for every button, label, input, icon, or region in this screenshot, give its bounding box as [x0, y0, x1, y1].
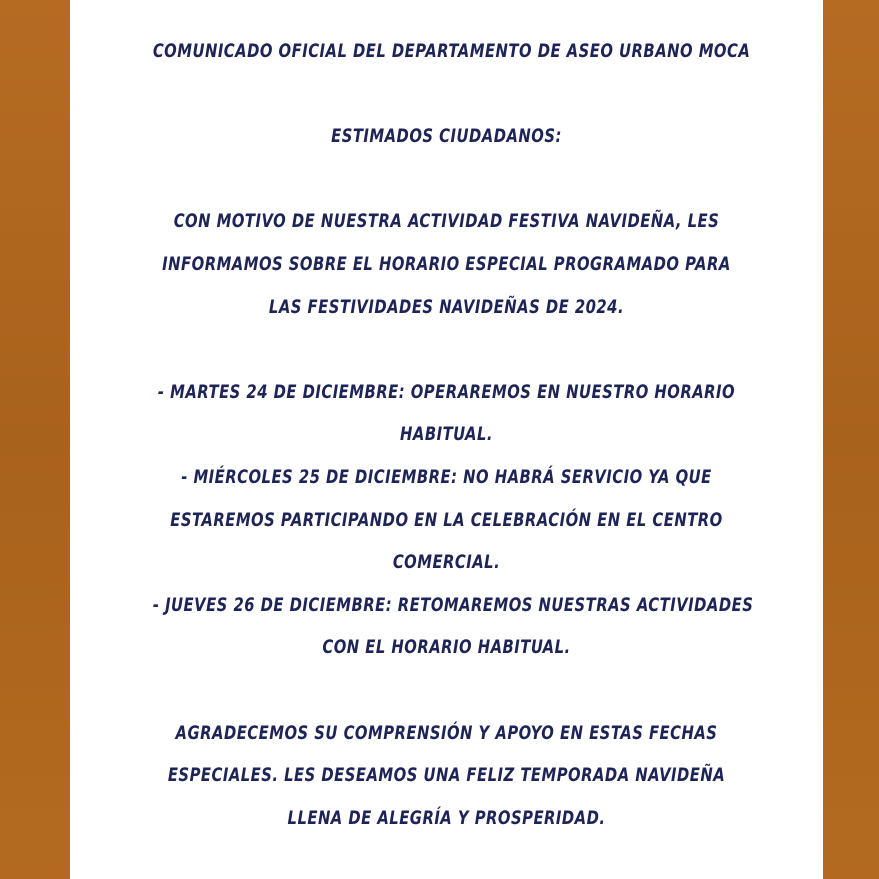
schedule-line: CON EL HORARIO HABITUAL.	[322, 636, 571, 659]
intro-line: CON MOTIVO DE NUESTRA ACTIVIDAD FESTIVA NAVIDEÑA, LES	[173, 210, 720, 233]
schedule-line: HABITUAL.	[400, 423, 493, 446]
schedule-line: - MARTES 24 DE DICIEMBRE: OPERAREMOS EN NUESTRO HORARIO	[157, 380, 736, 403]
spacer	[153, 73, 740, 116]
left-border	[0, 0, 70, 879]
intro-line: INFORMAMOS SOBRE EL HORARIO ESPECIAL PROGRAMADO PARA	[162, 252, 731, 275]
schedule-line: - MIÉRCOLES 25 DE DICIEMBRE: NO HABRÁ SERVICIO YA QUE	[181, 465, 712, 488]
schedule-line: ESTAREMOS PARTICIPANDO EN LA CELEBRACIÓN EN EL CENTRO	[170, 508, 723, 531]
spacer	[153, 328, 740, 371]
closing-line: LLENA DE ALEGRÍA Y PROSPERIDAD.	[287, 806, 606, 829]
intro-line: LAS FESTIVIDADES NAVIDEÑAS DE 2024.	[268, 295, 625, 318]
notice-body	[152, 30, 754, 839]
closing-line: AGRADECEMOS SU COMPRENSIÓN Y APOYO EN ESTAS FECHAS	[175, 721, 718, 744]
greeting: ESTIMADOS CIUDADANOS:	[331, 125, 562, 148]
spacer	[153, 158, 740, 201]
notice-title: COMUNICADO OFICIAL DEL DEPARTAMENTO DE ASEO URBANO MOCA	[152, 40, 751, 62]
schedule-line: - JUEVES 26 DE DICIEMBRE: RETOMAREMOS NUESTRAS ACTIVIDADES	[152, 593, 754, 616]
closing-line: ESPECIALES. LES DESEAMOS UNA FELIZ TEMPORADA NAVIDEÑA	[167, 764, 726, 787]
right-border	[823, 0, 879, 879]
spacer	[153, 669, 740, 712]
notice-paper	[70, 0, 823, 879]
schedule-line: COMERCIAL.	[392, 551, 501, 574]
